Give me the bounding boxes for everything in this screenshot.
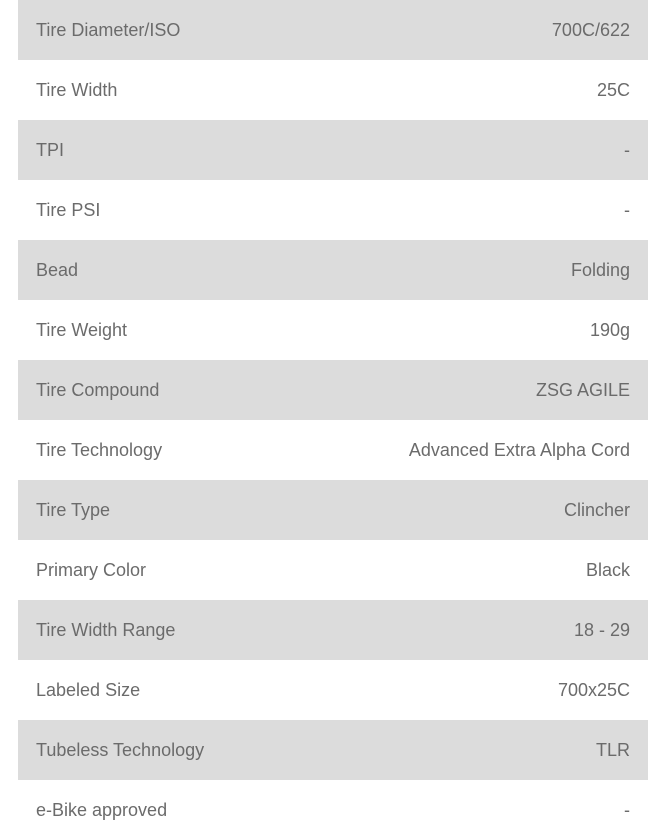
spec-value: 190g: [589, 319, 630, 340]
spec-row-primary-color: [18, 540, 648, 600]
spec-row-tire-diameter-iso: [18, 0, 648, 60]
spec-label: Tire Compound: [36, 379, 160, 400]
spec-value: 700x25C: [557, 679, 630, 700]
spec-row-labeled-size: [18, 660, 648, 720]
spec-label: Tubeless Technology: [36, 739, 205, 760]
spec-row-tire-technology: [18, 420, 648, 480]
spec-label: Tire Type: [36, 499, 111, 520]
spec-value: 25C: [596, 79, 630, 100]
spec-value: -: [624, 799, 630, 820]
spec-value: -: [624, 199, 630, 220]
spec-value: -: [624, 139, 630, 160]
spec-value: ZSG AGILE: [535, 379, 630, 400]
spec-label: Tire Technology: [36, 439, 163, 460]
spec-label: Primary Color: [36, 559, 147, 580]
spec-row-tire-width-range: [18, 600, 648, 660]
spec-value: 700C/622: [551, 19, 630, 40]
spec-row-tire-width: [18, 60, 648, 120]
spec-value: Advanced Extra Alpha Cord: [408, 439, 630, 460]
spec-row-bead: [18, 240, 648, 300]
spec-value: TLR: [595, 739, 630, 760]
spec-label: Tire Weight: [36, 319, 128, 340]
spec-row-tire-type: [18, 480, 648, 540]
spec-value: 18 - 29: [573, 619, 630, 640]
spec-row-tire-compound: [18, 360, 648, 420]
spec-label: Tire Width Range: [36, 619, 176, 640]
spec-label: Tire Diameter/ISO: [36, 19, 181, 40]
spec-value: Folding: [570, 259, 630, 280]
spec-label: Tire Width: [36, 79, 118, 100]
spec-label: Bead: [36, 259, 79, 280]
spec-row-e-bike-approved: [18, 780, 648, 840]
spec-label: e-Bike approved: [36, 799, 168, 820]
spec-value: Black: [585, 559, 630, 580]
spec-label: Labeled Size: [36, 679, 141, 700]
spec-label: TPI: [36, 139, 65, 160]
spec-label: Tire PSI: [36, 199, 101, 220]
spec-row-tire-weight: [18, 300, 648, 360]
spec-row-tire-psi: [18, 180, 648, 240]
spec-value: Clincher: [563, 499, 630, 520]
spec-row-tubeless-technology: [18, 720, 648, 780]
spec-table: [18, 0, 648, 840]
spec-row-tpi: [18, 120, 648, 180]
